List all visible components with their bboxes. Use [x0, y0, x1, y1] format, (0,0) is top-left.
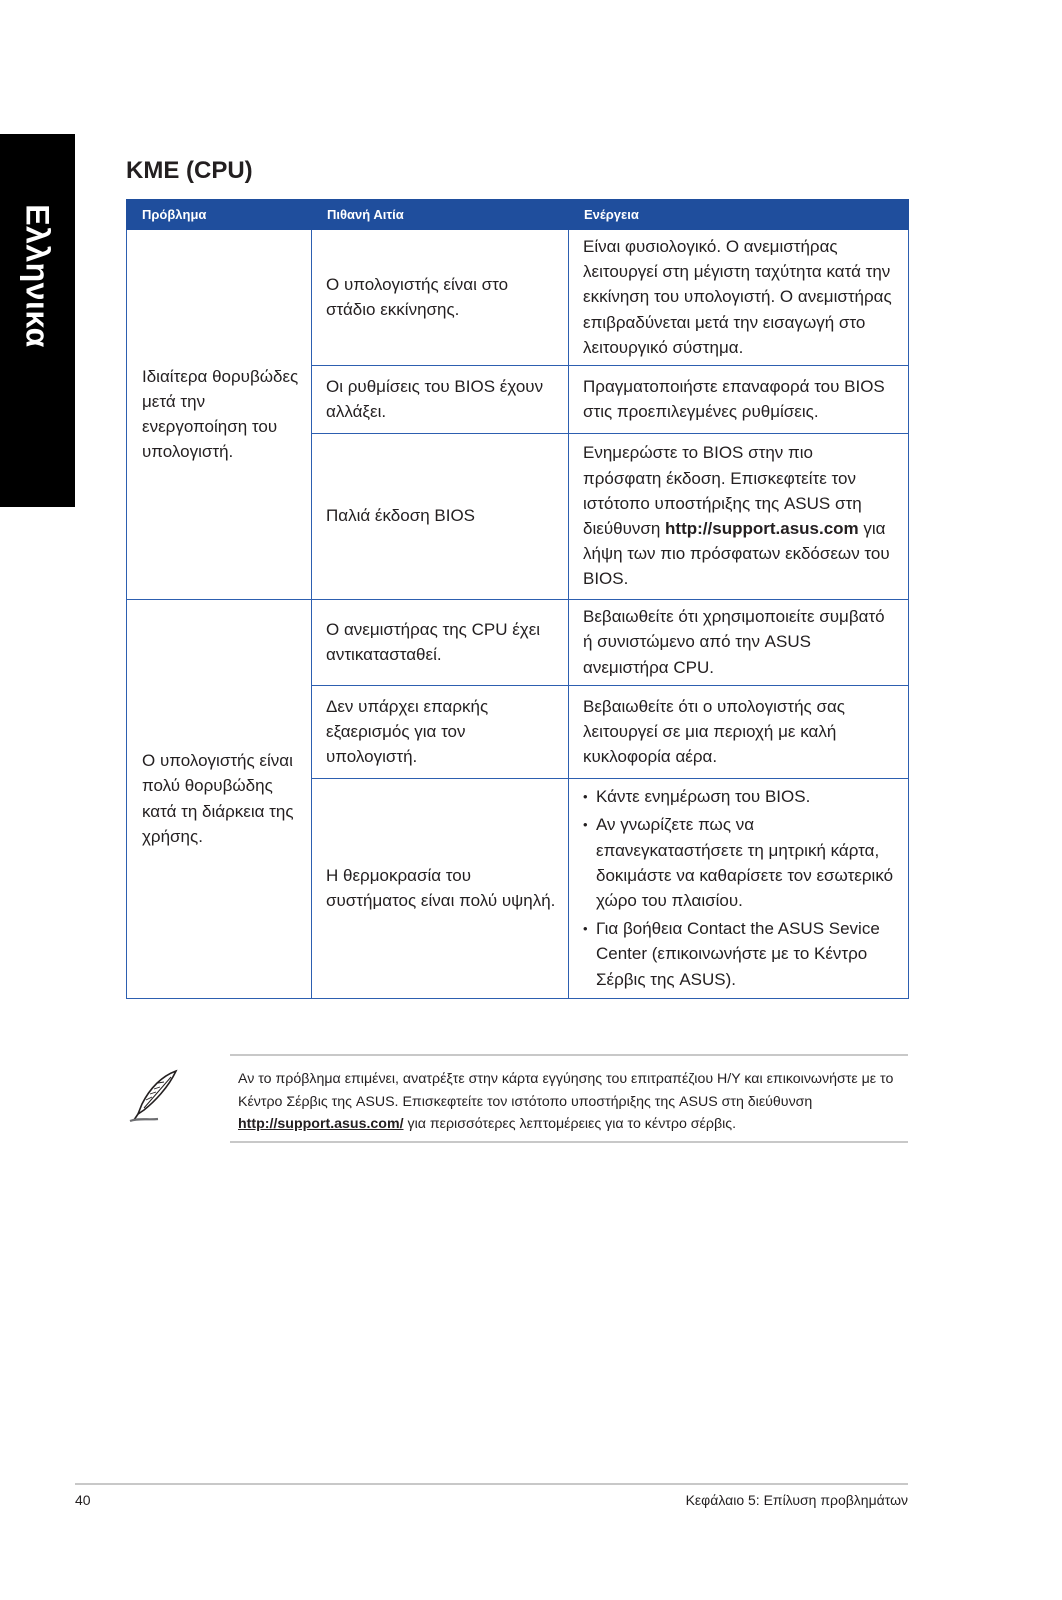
note-text-start: Αν το πρόβλημα επιμένει, ανατρέξτε στην κάρτα εγγύησης του επιτραπέζιου Η/Υ και επικοινωνήστε με το Κέντρο Σέρβις της ASUS. Επισκεφτείτε τον ιστότοπο υποστήριξης της ASUS στη διεύθυνση: [238, 1071, 894, 1110]
action-text: Ενημερώστε το BIOS στην πιο πρόσφατη έκδοση. Επισκεφτείτε τον ιστότοπο υποστήριξης της ASUS στη διεύθυνση: [583, 443, 862, 539]
cause-cell: Δεν υπάρχει επαρκής εξαερισμός για τον υπολογιστή.: [312, 686, 569, 779]
bullet-text: Αν γνωρίζετε πως να επανεγκαταστήσετε τη μητρική κάρτα, δοκιμάστε να καθαρίσετε τον εσωτερικό χώρο του πλαισίου.: [596, 815, 894, 911]
list-item: [583, 916, 896, 992]
cause-cell: Ο υπολογιστής είναι στο στάδιο εκκίνησης.: [312, 230, 569, 366]
bullet-icon: •: [583, 789, 588, 805]
header-cause: Πιθανή Αιτία: [312, 200, 569, 230]
troubleshooting-table: [126, 199, 909, 999]
header-action: Ενέργεια: [569, 200, 909, 230]
table-header-row: [127, 200, 909, 230]
action-cell: Είναι φυσιολογικό. Ο ανεμιστήρας λειτουργεί στη μέγιστη ταχύτητα κατά την εκκίνηση του υπολογιστή. Ο ανεμιστήρας επιβραδύνεται μετά την εισαγωγή στο λειτουργικό σύστημα.: [569, 230, 909, 366]
bullet-icon: •: [583, 817, 588, 833]
action-cell: [569, 434, 909, 600]
list-item: [583, 812, 896, 913]
action-text: για λήψη των πιο πρόσφατων εκδόσεων του BIOS.: [583, 519, 890, 589]
note-support-link[interactable]: http://support.asus.com/: [238, 1116, 404, 1132]
page-number: 40: [75, 1492, 91, 1508]
problem-cell: Ιδιαίτερα θορυβώδες μετά την ενεργοποίηση του υπολογιστή.: [127, 230, 312, 600]
bullet-text: Κάντε ενημέρωση του BIOS.: [596, 787, 811, 807]
problem-cell: Ο υπολογιστής είναι πολύ θορυβώδης κατά τη διάρκεια της χρήσης.: [127, 600, 312, 999]
note-text-end: για περισσότερες λεπτομέρειες για το κέντρο σέρβις.: [403, 1116, 737, 1132]
cause-cell: Οι ρυθμίσεις του BIOS έχουν αλλάξει.: [312, 366, 569, 434]
header-problem: Πρόβλημα: [127, 200, 312, 230]
action-cell: Πραγματοποιήστε επαναφορά του BIOS στις προεπιλεγμένες ρυθμίσεις.: [569, 366, 909, 434]
action-cell: Βεβαιωθείτε ότι χρησιμοποιείτε συμβατό ή συνιστώμενο από την ASUS ανεμιστήρα CPU.: [569, 600, 909, 686]
note-text: [238, 1068, 908, 1136]
chapter-label: Κεφάλαιο 5: Επίλυση προβλημάτων: [685, 1492, 908, 1508]
note-divider-top: [230, 1054, 908, 1056]
cause-cell: Παλιά έκδοση BIOS: [312, 434, 569, 600]
note-divider-bottom: [230, 1141, 908, 1143]
list-item: [583, 784, 896, 809]
table-row: [127, 600, 909, 686]
language-tab-label: Ελληνικα: [19, 204, 56, 348]
action-bullet-list: [583, 784, 896, 992]
support-link[interactable]: http://support.asus.com: [665, 519, 859, 539]
cause-cell: Ο ανεμιστήρας της CPU έχει αντικατασταθεί.: [312, 600, 569, 686]
cause-cell: Η θερμοκρασία του συστήματος είναι πολύ υψηλή.: [312, 779, 569, 999]
table-row: [127, 230, 909, 366]
action-cell: Βεβαιωθείτε ότι ο υπολογιστής σας λειτουργεί σε μια περιοχή με καλή κυκλοφορία αέρα.: [569, 686, 909, 779]
section-title: ΚΜΕ (CPU): [126, 157, 253, 184]
action-cell: [569, 779, 909, 999]
footer-divider: [75, 1483, 908, 1485]
quill-pen-icon: [124, 1068, 182, 1126]
bullet-text: Για βοήθεια Contact the ASUS Sevice Center (επικοινωνήστε με το Κέντρο Σέρβις της ASUS).: [596, 919, 880, 989]
bullet-icon: •: [583, 921, 588, 937]
